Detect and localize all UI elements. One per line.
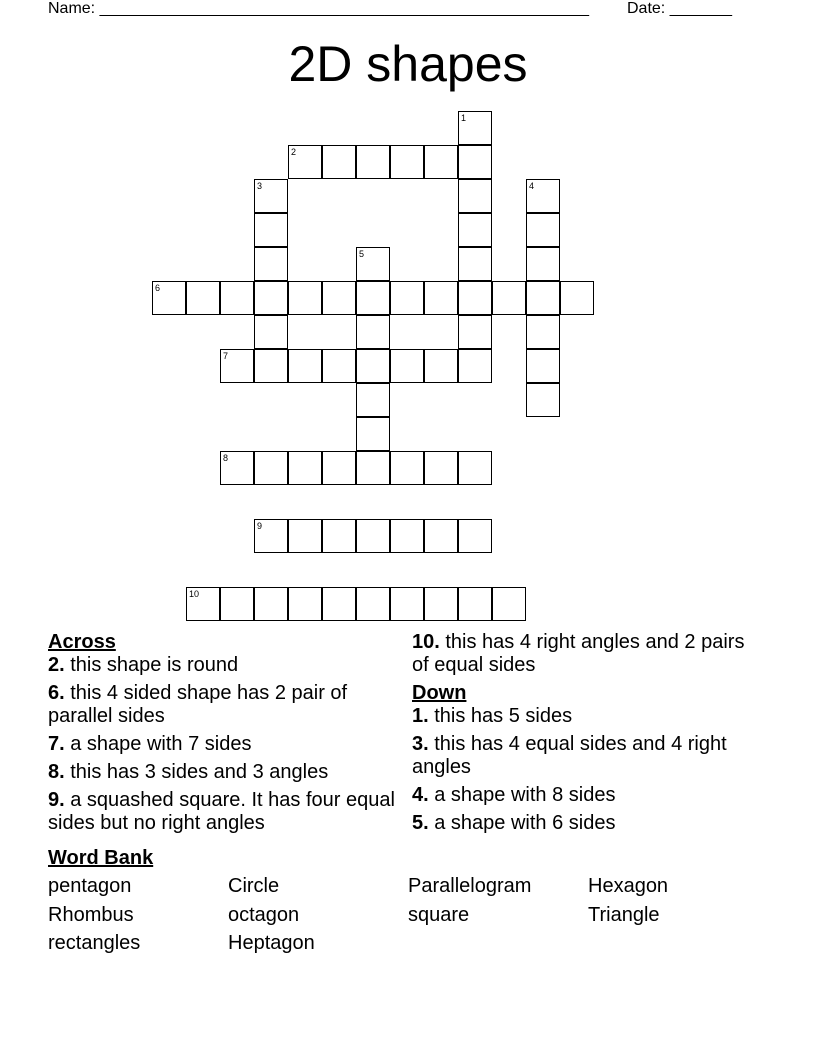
crossword-cell[interactable] bbox=[560, 281, 594, 315]
crossword-cell[interactable] bbox=[458, 519, 492, 553]
crossword-cell[interactable] bbox=[288, 281, 322, 315]
crossword-cell[interactable] bbox=[458, 315, 492, 349]
clue-text: this has 3 sides and 3 angles bbox=[64, 761, 329, 783]
clue-text: this has 4 right angles and 2 pairs of equal sides bbox=[412, 631, 745, 676]
crossword-cell[interactable] bbox=[288, 451, 322, 485]
clue-text: this 4 sided shape has 2 pair of parallel sides bbox=[48, 682, 348, 727]
name-field[interactable]: Name: _______________________________________________________ bbox=[48, 0, 589, 17]
date-field[interactable]: Date: _______ bbox=[627, 0, 732, 17]
crossword-cell[interactable] bbox=[424, 587, 458, 621]
crossword-cell[interactable] bbox=[356, 247, 390, 281]
crossword-cell[interactable] bbox=[254, 451, 288, 485]
cell-number: 9 bbox=[257, 521, 263, 531]
across-clue-2 bbox=[48, 654, 408, 677]
crossword-cell[interactable] bbox=[390, 587, 424, 621]
crossword-cell[interactable] bbox=[526, 281, 560, 315]
crossword-cell[interactable] bbox=[288, 349, 322, 383]
crossword-cell[interactable] bbox=[220, 349, 254, 383]
crossword-cell[interactable] bbox=[254, 213, 288, 247]
word-bank-item: octagon bbox=[228, 904, 300, 926]
cell-number: 1 bbox=[461, 113, 467, 123]
crossword-cell[interactable] bbox=[356, 281, 390, 315]
crossword-cell[interactable] bbox=[254, 247, 288, 281]
word-bank-item: rectangles bbox=[48, 932, 141, 954]
word-bank-item: pentagon bbox=[48, 875, 132, 897]
clue-text: a shape with 7 sides bbox=[64, 733, 252, 755]
crossword-cell[interactable] bbox=[526, 179, 560, 213]
crossword-cell[interactable] bbox=[458, 111, 492, 145]
cell-number: 8 bbox=[223, 453, 229, 463]
cell-number: 7 bbox=[223, 351, 229, 361]
crossword-cell[interactable] bbox=[458, 451, 492, 485]
word-bank-item: Triangle bbox=[588, 904, 660, 926]
down-clue-5 bbox=[412, 812, 772, 835]
crossword-cell[interactable] bbox=[424, 349, 458, 383]
crossword-cell[interactable] bbox=[458, 281, 492, 315]
crossword-cell[interactable] bbox=[220, 281, 254, 315]
crossword-cell[interactable] bbox=[288, 145, 322, 179]
down-clue-1 bbox=[412, 705, 772, 728]
crossword-cell[interactable] bbox=[526, 247, 560, 281]
clue-number: 7. bbox=[48, 733, 65, 755]
cell-number: 6 bbox=[155, 283, 161, 293]
clue-text: this has 5 sides bbox=[428, 705, 573, 727]
crossword-cell[interactable] bbox=[492, 587, 526, 621]
word-bank-item: Rhombus bbox=[48, 904, 134, 926]
crossword-cell[interactable] bbox=[288, 519, 322, 553]
clue-text: a squashed square. It has four equal sides but no right angles bbox=[48, 789, 395, 834]
word-bank-item: Parallelogram bbox=[408, 875, 532, 897]
clue-number: 6. bbox=[48, 682, 65, 704]
crossword-cell[interactable] bbox=[492, 281, 526, 315]
crossword-cell[interactable] bbox=[356, 315, 390, 349]
crossword-cell[interactable] bbox=[458, 247, 492, 281]
crossword-cell[interactable] bbox=[356, 349, 390, 383]
cell-number: 3 bbox=[257, 181, 263, 191]
crossword-cell[interactable] bbox=[356, 417, 390, 451]
clues-right-column bbox=[412, 631, 772, 840]
crossword-cell[interactable] bbox=[390, 349, 424, 383]
down-clue-4 bbox=[412, 784, 772, 807]
crossword-cell[interactable] bbox=[322, 145, 356, 179]
crossword-cell[interactable] bbox=[424, 145, 458, 179]
word-bank-item: Circle bbox=[228, 875, 280, 897]
crossword-cell[interactable] bbox=[322, 349, 356, 383]
word-bank-heading: Word Bank bbox=[48, 847, 154, 869]
crossword-cell[interactable] bbox=[458, 145, 492, 179]
down-clue-3 bbox=[412, 733, 732, 779]
crossword-cell[interactable] bbox=[424, 519, 458, 553]
crossword-cell[interactable] bbox=[322, 519, 356, 553]
clue-number: 1. bbox=[412, 705, 429, 727]
crossword-cell[interactable] bbox=[322, 587, 356, 621]
crossword-cell[interactable] bbox=[526, 349, 560, 383]
across-clue-8 bbox=[48, 761, 408, 784]
across-clue-7 bbox=[48, 733, 408, 756]
clue-text: this has 4 equal sides and 4 right angles bbox=[412, 733, 727, 778]
crossword-cell[interactable] bbox=[390, 519, 424, 553]
down-heading: Down bbox=[412, 682, 467, 704]
crossword-cell[interactable] bbox=[254, 587, 288, 621]
cell-number: 4 bbox=[529, 181, 535, 191]
crossword-cell[interactable] bbox=[458, 349, 492, 383]
across-clue-10 bbox=[412, 631, 752, 677]
crossword-cell[interactable] bbox=[152, 281, 186, 315]
crossword-cell[interactable] bbox=[458, 179, 492, 213]
cell-number: 2 bbox=[291, 147, 297, 157]
crossword-cell[interactable] bbox=[526, 383, 560, 417]
crossword-cell[interactable] bbox=[526, 213, 560, 247]
crossword-cell[interactable] bbox=[356, 383, 390, 417]
crossword-cell[interactable] bbox=[356, 145, 390, 179]
clue-text: this shape is round bbox=[64, 654, 239, 676]
clue-number: 9. bbox=[48, 789, 65, 811]
clue-number: 5. bbox=[412, 812, 429, 834]
crossword-cell[interactable] bbox=[254, 315, 288, 349]
clue-number: 8. bbox=[48, 761, 65, 783]
crossword-cell[interactable] bbox=[254, 519, 288, 553]
crossword-cell[interactable] bbox=[288, 587, 322, 621]
crossword-cell[interactable] bbox=[458, 213, 492, 247]
cell-number: 10 bbox=[189, 589, 200, 599]
across-clue-6 bbox=[48, 682, 368, 728]
crossword-cell[interactable] bbox=[186, 587, 220, 621]
crossword-cell[interactable] bbox=[424, 281, 458, 315]
crossword-cell[interactable] bbox=[220, 587, 254, 621]
crossword-cell[interactable] bbox=[424, 451, 458, 485]
word-bank-item: Heptagon bbox=[228, 932, 315, 954]
word-bank-item: Hexagon bbox=[588, 875, 669, 897]
clue-number: 4. bbox=[412, 784, 429, 806]
crossword-cell[interactable] bbox=[356, 519, 390, 553]
clues-left-column bbox=[48, 631, 408, 840]
crossword-cell[interactable] bbox=[390, 451, 424, 485]
across-heading: Across bbox=[48, 631, 116, 653]
crossword-cell[interactable] bbox=[322, 281, 356, 315]
clue-number: 10. bbox=[412, 631, 440, 653]
cell-number: 5 bbox=[359, 249, 365, 259]
clue-number: 3. bbox=[412, 733, 429, 755]
crossword-cell[interactable] bbox=[254, 349, 288, 383]
crossword-cell[interactable] bbox=[322, 451, 356, 485]
clue-number: 2. bbox=[48, 654, 65, 676]
word-bank-item: square bbox=[408, 904, 470, 926]
crossword-cell[interactable] bbox=[390, 281, 424, 315]
crossword-cell[interactable] bbox=[356, 587, 390, 621]
crossword-cell[interactable] bbox=[220, 451, 254, 485]
crossword-cell[interactable] bbox=[390, 145, 424, 179]
crossword-cell[interactable] bbox=[186, 281, 220, 315]
clue-text: a shape with 8 sides bbox=[428, 784, 616, 806]
across-clue-9 bbox=[48, 789, 404, 835]
crossword-cell[interactable] bbox=[356, 451, 390, 485]
crossword-cell[interactable] bbox=[526, 315, 560, 349]
crossword-cell[interactable] bbox=[254, 281, 288, 315]
crossword-cell[interactable] bbox=[254, 179, 288, 213]
page-title: 2D shapes bbox=[288, 36, 528, 92]
clue-text: a shape with 6 sides bbox=[428, 812, 616, 834]
crossword-cell[interactable] bbox=[458, 587, 492, 621]
